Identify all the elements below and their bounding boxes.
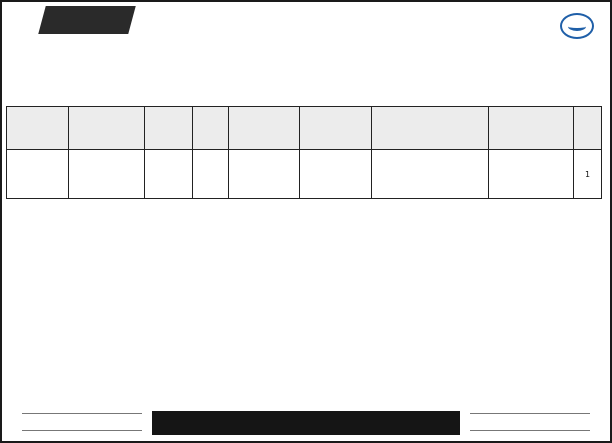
cell-funding (7, 150, 69, 199)
tender-table (6, 106, 602, 199)
col-subject (371, 107, 488, 150)
cell-location (228, 150, 300, 199)
cell-call-no (489, 150, 574, 199)
cell-row: 1 (574, 150, 602, 199)
round-badge (38, 6, 136, 34)
issuer-banner (152, 411, 460, 435)
col-grade (144, 107, 193, 150)
table-header-row (7, 107, 602, 150)
col-call-no (489, 107, 574, 150)
col-row (574, 107, 602, 150)
notice-intro (10, 44, 602, 104)
cell-grade (144, 150, 193, 199)
cell-estimate (300, 150, 372, 199)
cell-duration (193, 150, 228, 199)
cell-guarantee (69, 150, 144, 199)
notice-conditions (10, 202, 602, 402)
col-duration (193, 107, 228, 150)
cell-subject (371, 150, 488, 199)
col-estimate (300, 107, 372, 150)
footer-ornament (470, 413, 590, 431)
water-drop-icon (560, 13, 594, 39)
notice-title (142, 8, 540, 38)
organization-logo (550, 6, 604, 46)
col-guarantee (69, 107, 144, 150)
footer-ornament (22, 413, 142, 431)
col-location (228, 107, 300, 150)
table-row (7, 150, 602, 199)
col-funding (7, 107, 69, 150)
